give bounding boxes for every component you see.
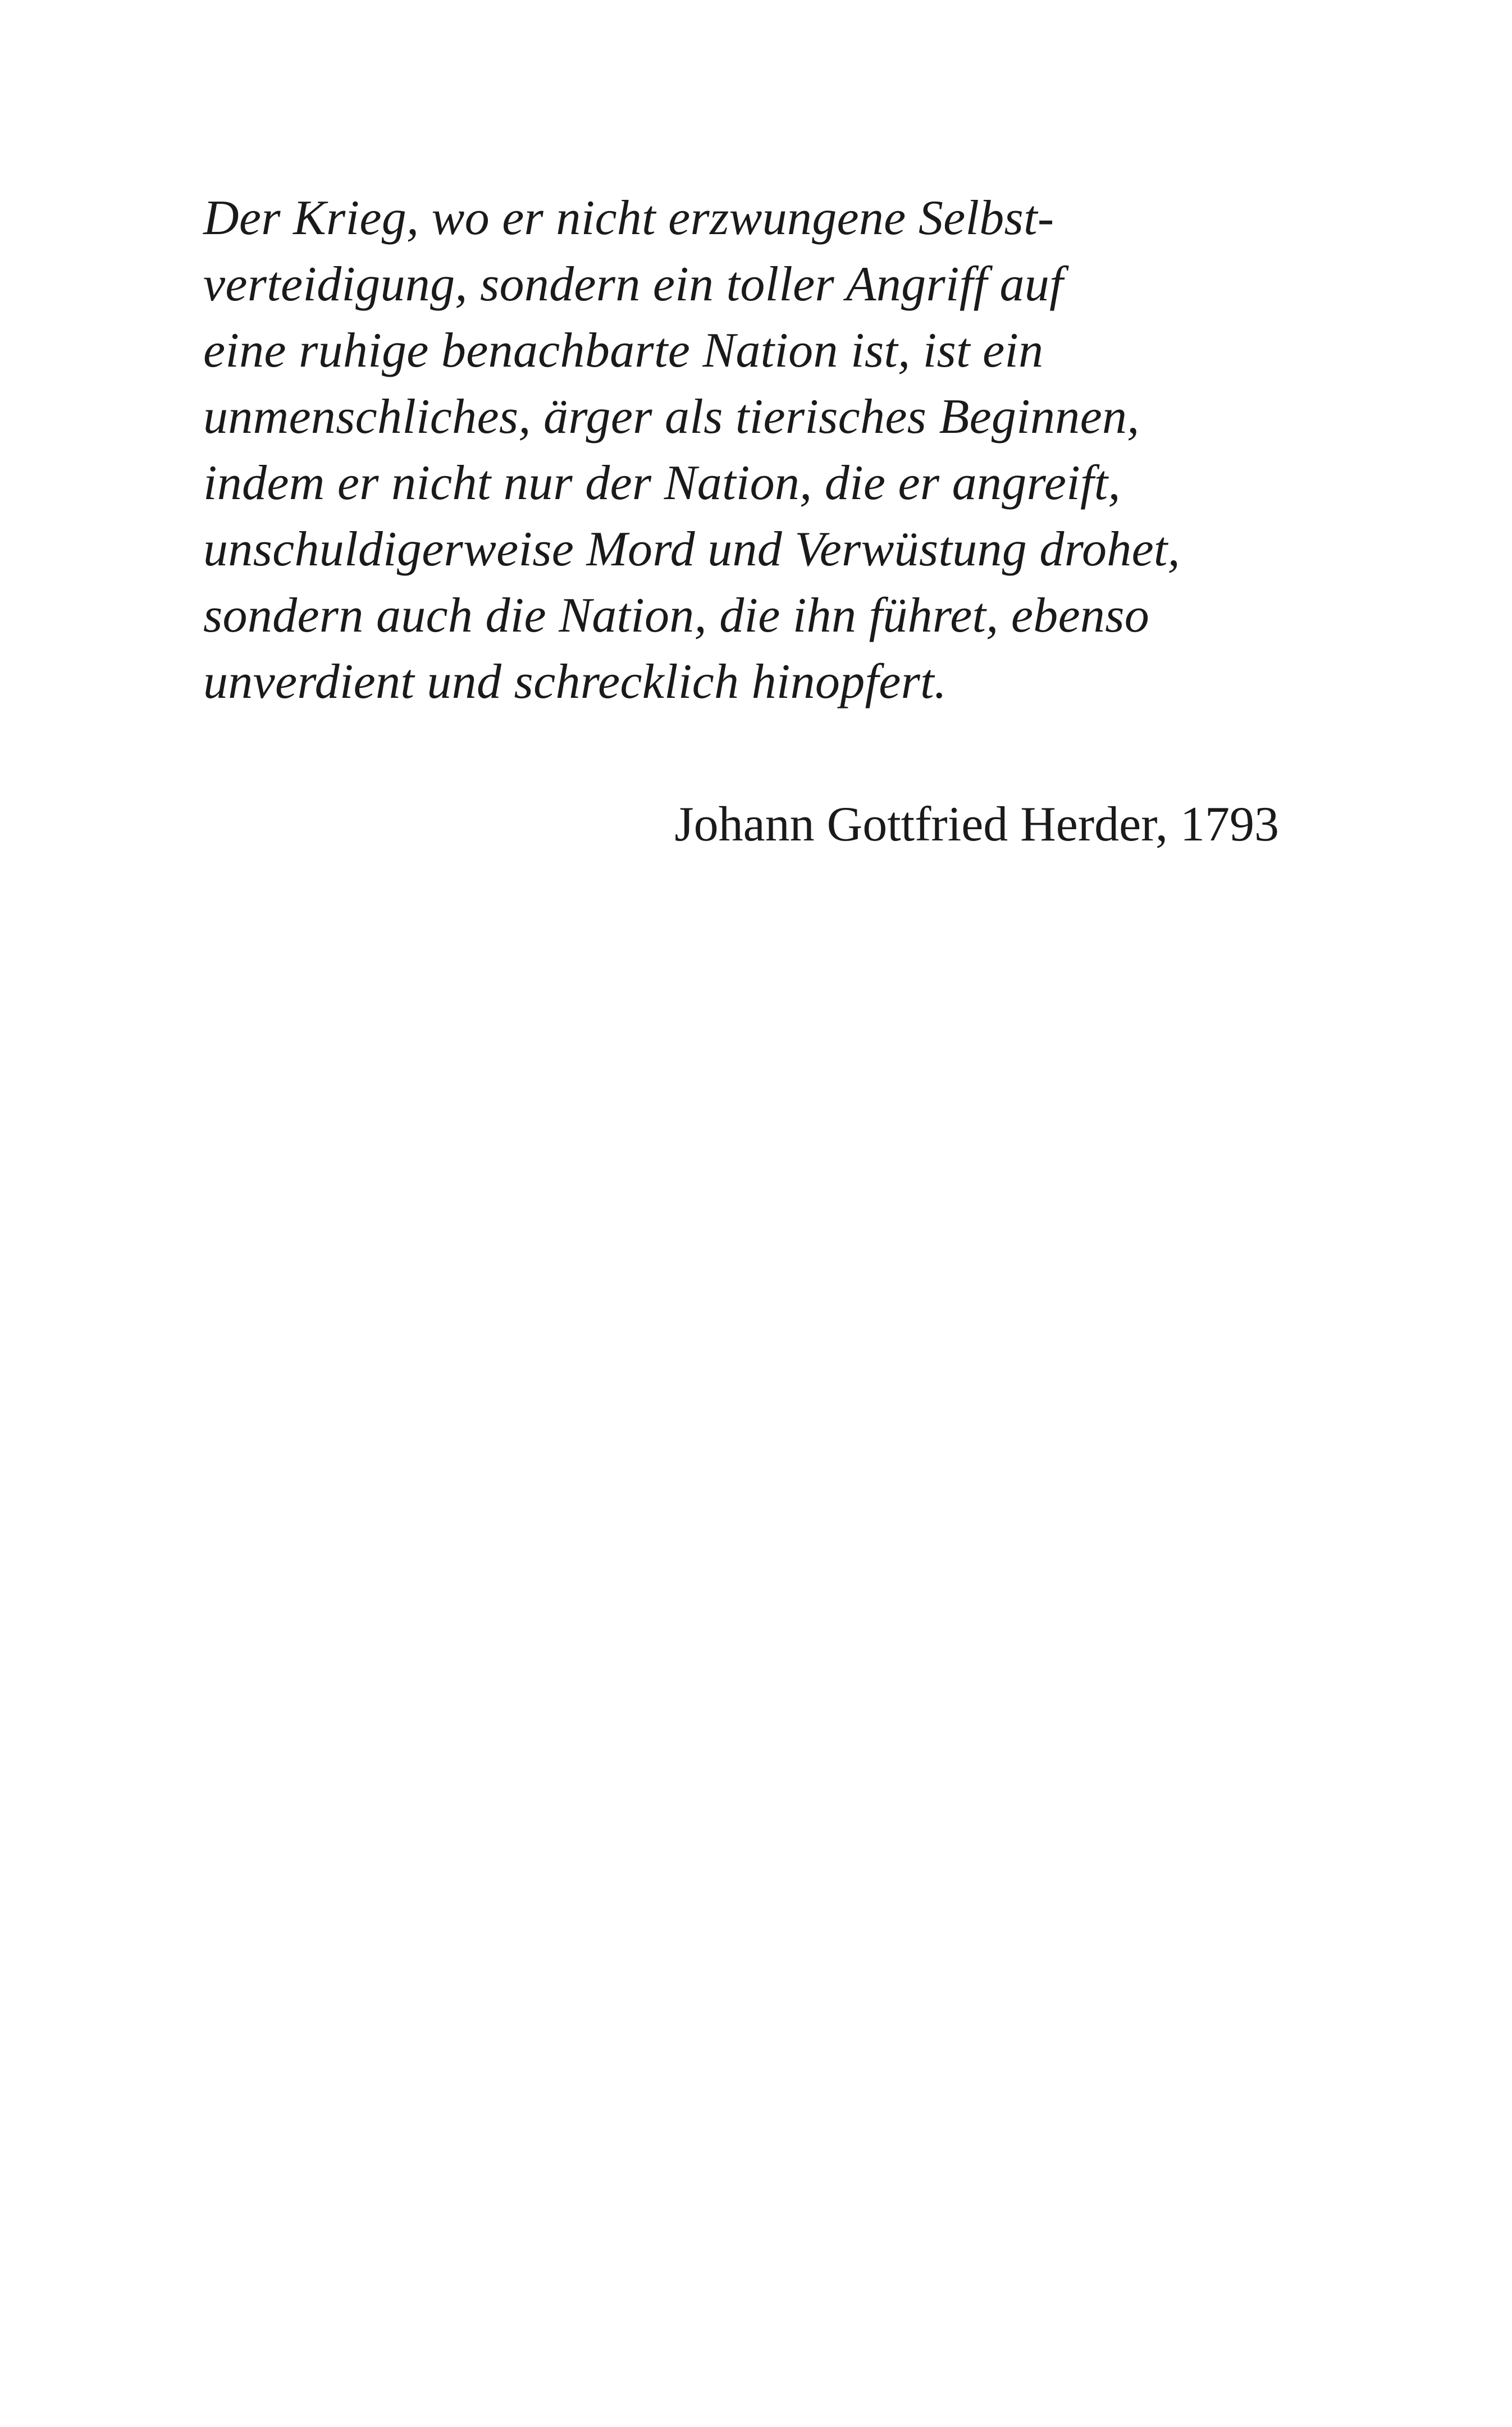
quote-line: indem er nicht nur der Nation, die er angreift,	[203, 456, 1121, 510]
quote-line: unschuldigerweise Mord und Verwüstung drohet,	[203, 522, 1180, 577]
quote-line: verteidigung, sondern ein toller Angriff auf	[203, 257, 1063, 312]
epigraph-quote	[203, 185, 1315, 715]
epigraph-attribution: Johann Gottfried Herder, 1793	[674, 797, 1279, 852]
quote-line: sondern auch die Nation, die ihn führet, ebenso	[203, 588, 1150, 643]
quote-line: unmenschliches, ärger als tierisches Beginnen,	[203, 390, 1140, 444]
quote-line: unverdient und schrecklich hinopfert.	[203, 655, 947, 709]
quote-line: eine ruhige benachbarte Nation ist, ist ein	[203, 323, 1044, 378]
quote-line: Der Krieg, wo er nicht erzwungene Selbst-	[203, 191, 1054, 245]
